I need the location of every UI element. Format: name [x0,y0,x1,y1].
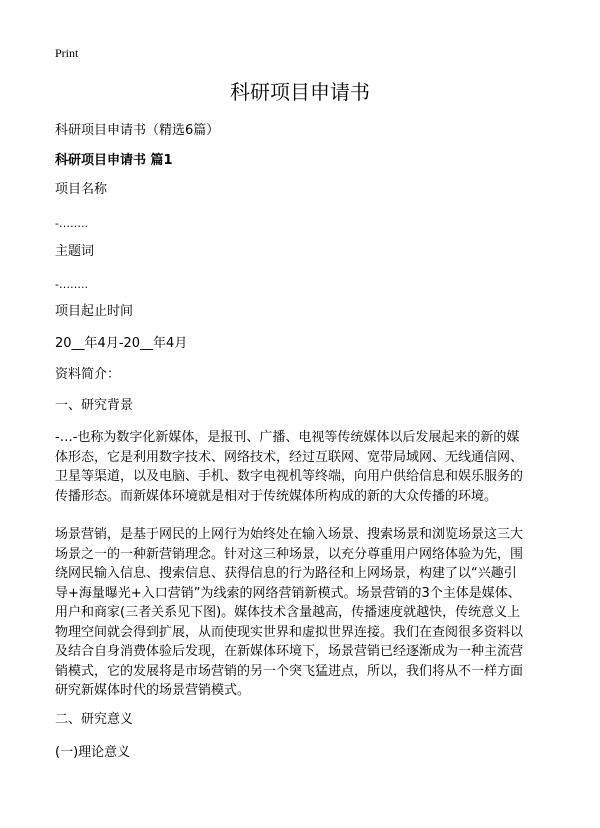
background-paragraph-2 [55,525,547,701]
document-subtitle: 科研项目申请书（精选6篇） [55,123,220,138]
paragraph-line: 物理空间就会得到扩展，从而使现实世界和虚拟世界连接。我们在查阅很多资料以 [55,624,524,640]
background-paragraph-1 [55,428,547,506]
keywords-label: 主题词 [55,244,95,259]
document-title: 科研项目申请书 [230,80,370,104]
paragraph-line: 及结合自身消费体验后发现，在新媒体环境下，场景营销已经逐渐成为一种主流营 [55,644,524,659]
paragraph-line: 用户和商家(三者关系见下图)。媒体技术含量越高，传播速度就越快，传统意义上 [55,605,521,620]
paragraph-line: 导+海量曝光+入口营销”为线索的网络营销新模式。场景营销的3个主体是媒体、 [55,585,521,601]
paragraph-line: 销模式，它的发展将是市场营销的另一个突飞猛进点，所以，我们将从不一样方面 [55,663,524,679]
theory-heading: (一)理论意义 [55,745,131,760]
period-label: 项目起止时间 [55,304,134,319]
significance-heading: 二、研究意义 [55,712,134,727]
project-name-value: -…….. [55,217,88,230]
paragraph-line: 绕网民输入信息、搜索信息、获得信息的行为路径和上网场景，构建了以“兴趣引 [55,566,517,581]
keywords-value: -…….. [55,278,88,291]
project-name-label: 项目名称 [55,182,108,197]
print-label[interactable]: Print [55,46,79,60]
paragraph-line: -…-也称为数字化新媒体，是报刊、广播、电视等传统媒体以后发展起来的新的媒 [55,430,520,445]
section-heading: 科研项目申请书 篇1 [55,153,173,168]
paragraph-line: 体形态，它是利用数字技术、网络技术，经过互联网、宽带局域网、无线通信网、 [55,449,524,465]
paragraph-line: 传播形态。而新媒体环境就是相对于传统媒体所构成的新的大众传播的环境。 [55,488,498,504]
paragraph-line: 卫星等渠道，以及电脑、手机、数字电视机等终端，向用户供给信息和娱乐服务的 [55,469,524,484]
period-value: 20__年4月-20__年4月 [55,336,188,351]
paragraph-line: 研究新媒体时代的场景营销模式。 [55,683,251,698]
paragraph-line: 场景营销，是基于网民的上网行为始终处在输入场景、搜索场景和浏览场景这三大 [55,527,524,542]
paragraph-line: 场景之一的一种新营销理念。针对这三种场景，以充分尊重用户网络体验为先，围 [55,546,524,562]
background-heading: 一、研究背景 [55,398,134,413]
summary-label: 资料简介： [55,367,121,382]
